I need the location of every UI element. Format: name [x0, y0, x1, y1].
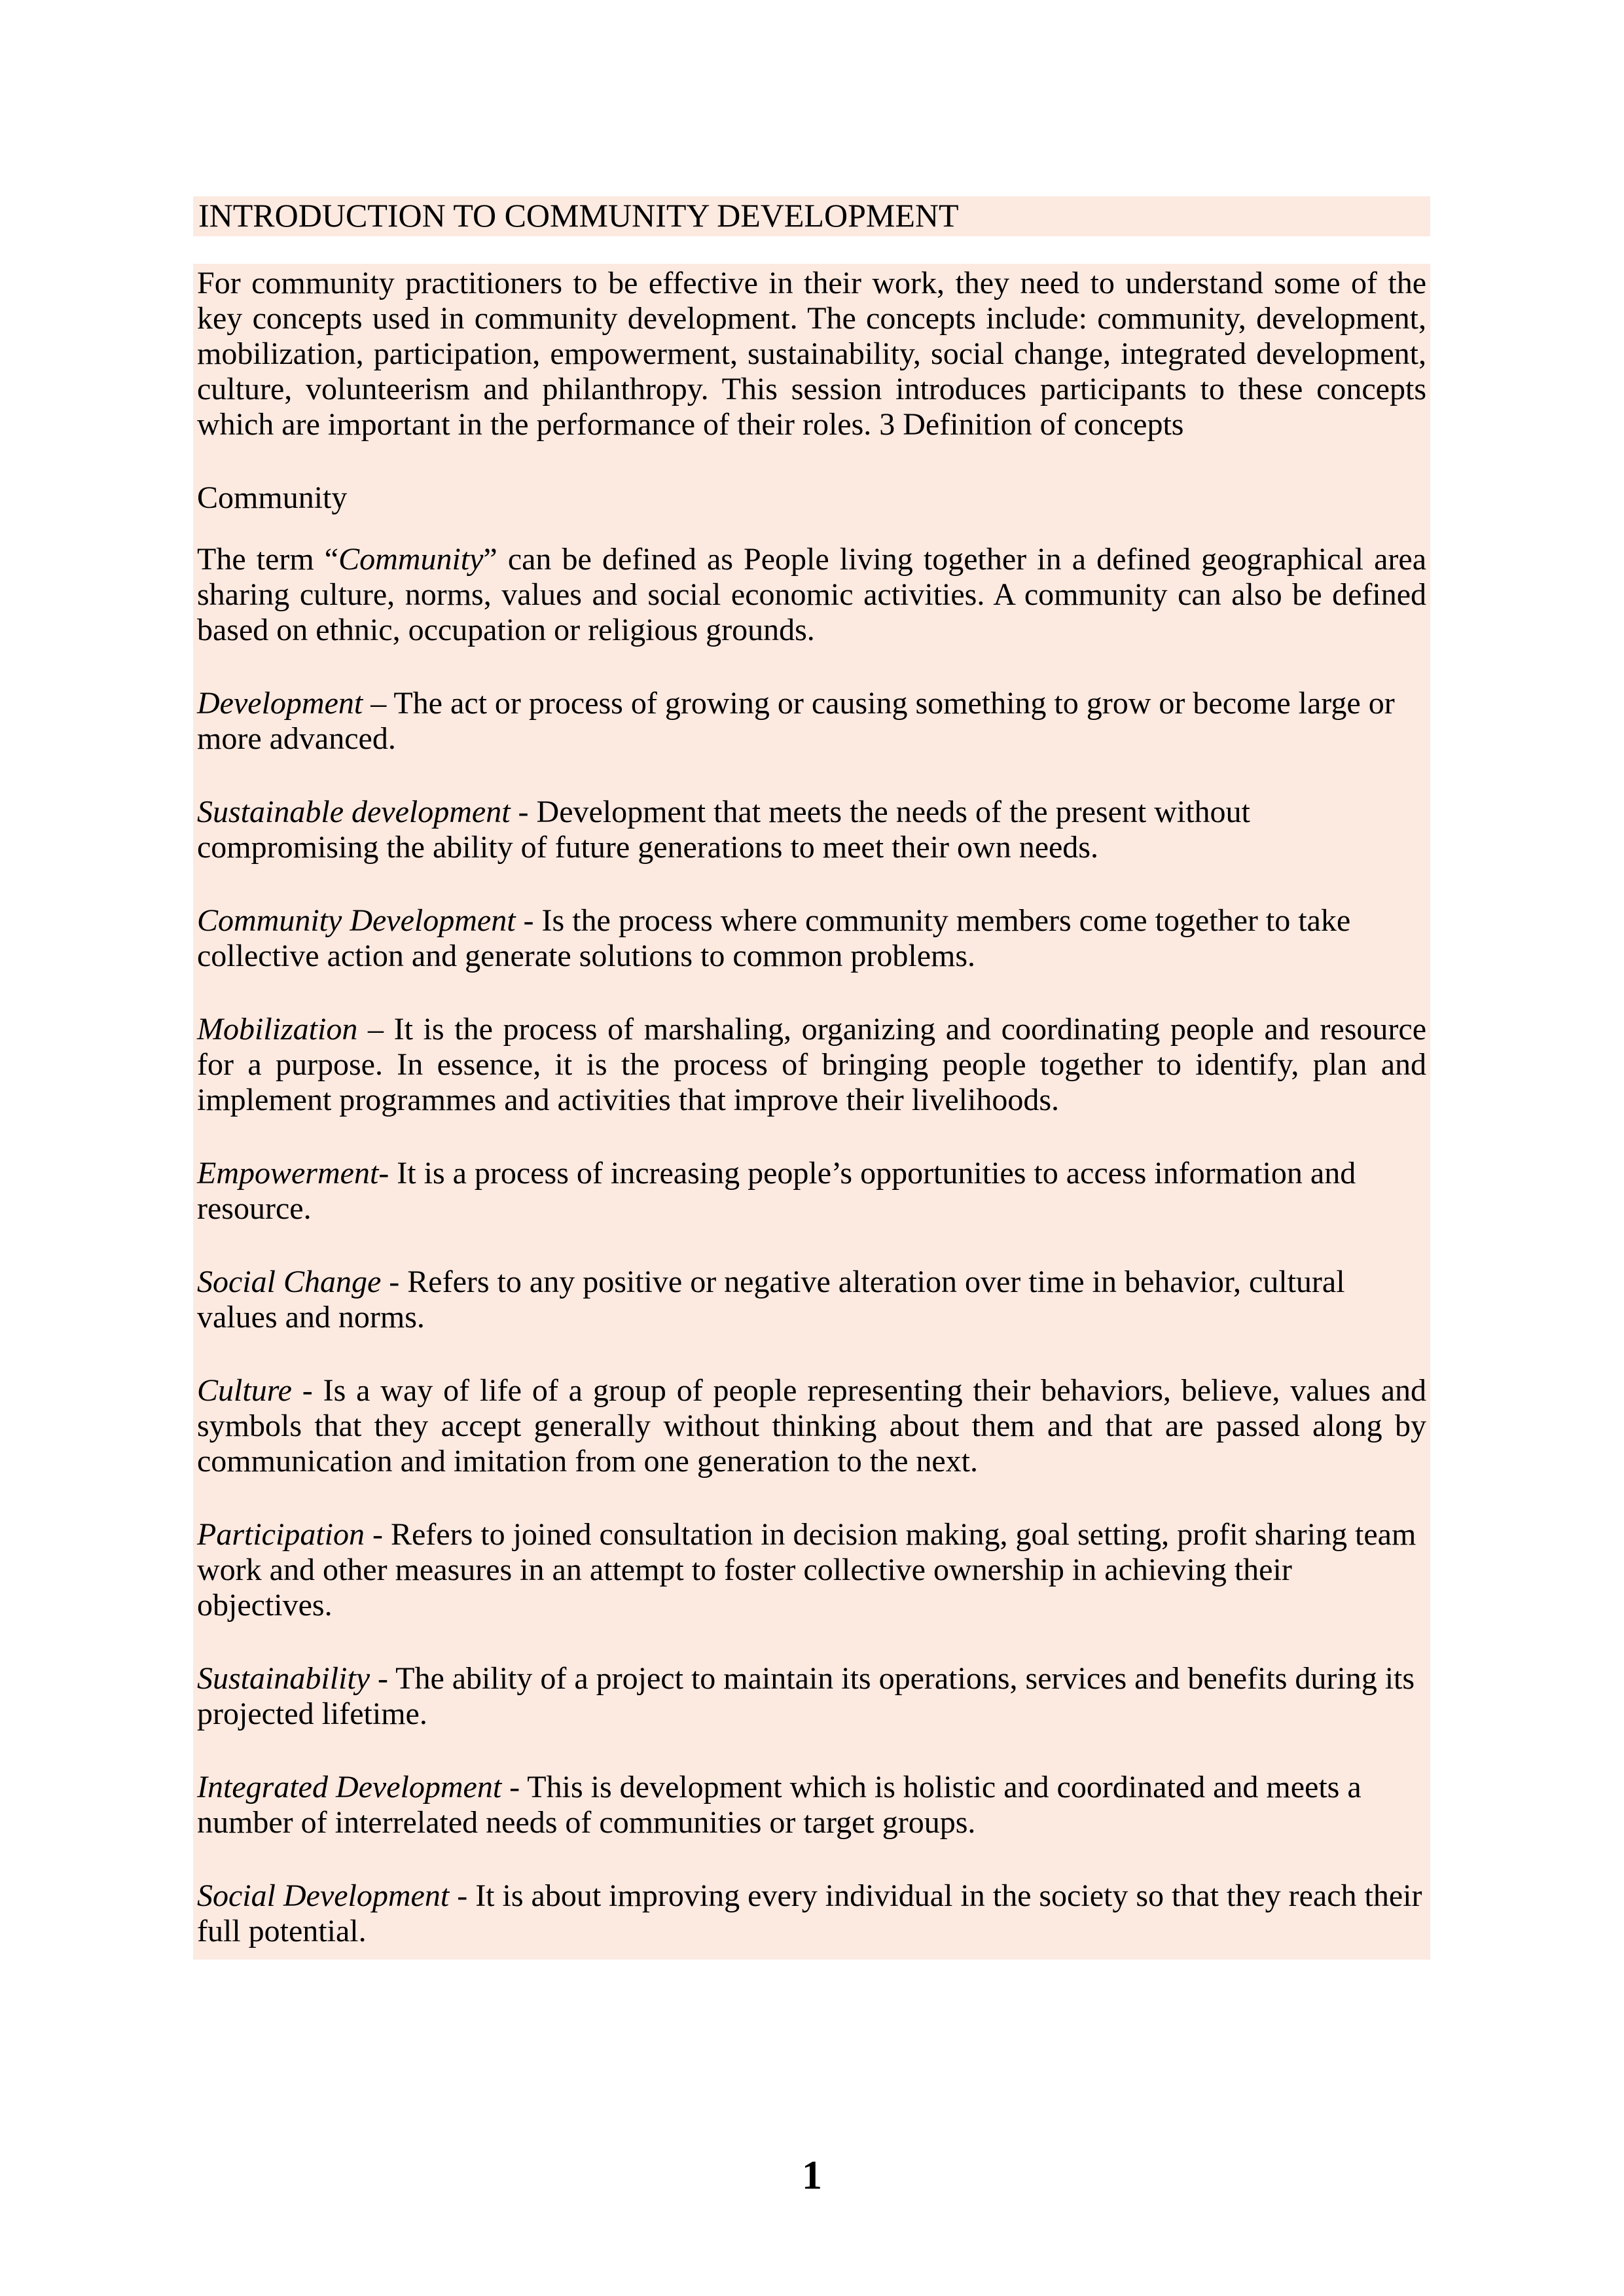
paragraph-term: Social Development [197, 1878, 450, 1913]
document-title: INTRODUCTION TO COMMUNITY DEVELOPMENT [193, 196, 1430, 236]
paragraph-term: Participation [197, 1517, 365, 1552]
paragraph-text: - This is development which is holistic and coordinated and meets a number of interrelated needs of communities or target groups. [197, 1770, 1362, 1840]
paragraph-term: Community [338, 542, 484, 577]
paragraph-empowerment [197, 1156, 1426, 1227]
paragraph-text: - It is about improving every individual in the society so that they reach their full potential. [197, 1878, 1422, 1948]
paragraph-text: - Is a way of life of a group of people representing their behaviors, believe, values and symbols that they accept generally without thinking about them and that are passed along by communication and imitation from one generation to the next. [197, 1373, 1426, 1479]
paragraph-intro [197, 266, 1426, 442]
page-number: 1 [802, 2153, 822, 2198]
paragraph-text: - Refers to any positive or negative alteration over time in behavior, cultural values and norms. [197, 1265, 1345, 1335]
paragraph-term: Culture [197, 1373, 292, 1408]
paragraph-social-development [197, 1878, 1426, 1949]
paragraph-community-development [197, 903, 1426, 974]
paragraph-term: Empowerment [197, 1156, 379, 1191]
paragraph-term: Social Change [197, 1265, 382, 1299]
paragraph-social-change [197, 1265, 1426, 1335]
paragraph-community-definition [197, 542, 1426, 648]
paragraph-sustainability [197, 1661, 1426, 1732]
paragraph-text: – The act or process of growing or causing something to grow or become large or more advanced. [197, 686, 1395, 756]
paragraph-text: - Development that meets the needs of the present without compromising the ability of future generations to meet their own needs. [197, 795, 1250, 865]
document-body [193, 264, 1430, 1960]
paragraph-mobilization [197, 1012, 1426, 1118]
paragraph-text: For community practitioners to be effective in their work, they need to understand some of the key concepts used in community development. The concepts include: community, development, mobilization, participation, empowerment, sustainability, social change, integrated development, culture, volunteerism and philanthropy. This session introduces participants to these concepts which are important in the performance of their roles. 3 Definition of concepts [197, 266, 1426, 442]
paragraph-term: Integrated Development [197, 1770, 502, 1804]
paragraph-text: Community [197, 480, 348, 515]
paragraph-term: Community Development [197, 903, 516, 938]
paragraph-text: ” can be defined as People living together in a defined geographical area sharing culture, norms, values and social economic activities. A community can also be defined based on ethnic, occupation or religious grounds. [197, 542, 1427, 647]
paragraph-text: - The ability of a project to maintain its operations, services and benefits during its projected lifetime. [197, 1661, 1415, 1731]
paragraph-text: - Is the process where community members come together to take collective action and generate solutions to common problems. [197, 903, 1351, 973]
paragraph-sustainable-development [197, 795, 1426, 865]
paragraph-community-heading [197, 480, 1426, 516]
paragraph-term: Mobilization [197, 1012, 358, 1047]
paragraph-integrated-development [197, 1770, 1426, 1840]
paragraph-text: - It is a process of increasing people’s opportunities to access information and resource. [197, 1156, 1356, 1226]
paragraph-text: The term “ [197, 542, 339, 577]
paragraph-term: Development [197, 686, 363, 721]
paragraph-participation [197, 1517, 1426, 1623]
paragraph-culture [197, 1373, 1426, 1479]
paragraph-text: – It is the process of marshaling, organizing and coordinating people and resource for a purpose. In essence, it is the process of bringing people together to identify, plan and implement programmes and activities that improve their livelihoods. [197, 1012, 1426, 1117]
paragraph-development [197, 686, 1426, 757]
paragraph-term: Sustainability [197, 1661, 370, 1696]
paragraph-term: Sustainable development [197, 795, 511, 829]
paragraph-text: - Refers to joined consultation in decision making, goal setting, profit sharing team work and other measures in an attempt to foster collective ownership in achieving their objectives. [197, 1517, 1416, 1623]
